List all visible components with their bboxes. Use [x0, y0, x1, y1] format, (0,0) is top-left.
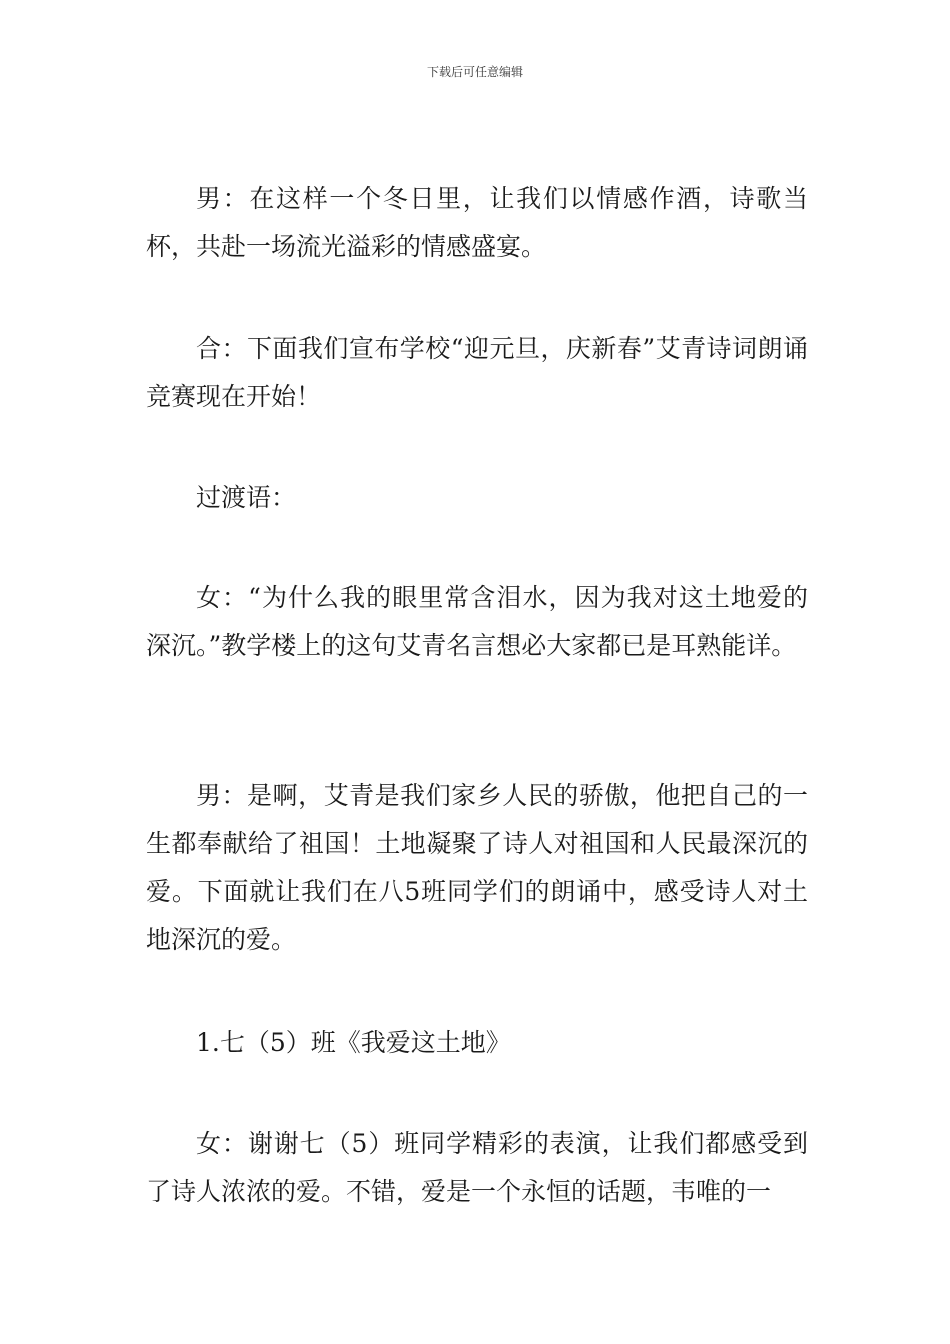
- page-header-note: 下载后可任意编辑: [426, 65, 523, 79]
- paragraph-3: 过渡语：: [196, 483, 297, 512]
- paragraph-7: 女：谢谢七（5）班同学精彩的表演，让我们都感受到了诗人浓浓的爱。不错，爱是一个永恒的话题，韦唯的一: [146, 1129, 808, 1206]
- paragraph-5: 男：是啊，艾青是我们家乡人民的骄傲，他把自己的一生都奉献给了祖国！土地凝聚了诗人对祖国和人民最深沉的爱。下面就让我们在八5班同学们的朗诵中，感受诗人对土地深沉的爱。: [146, 781, 808, 954]
- paragraph-4: 女：“为什么我的眼里常含泪水，因为我对这土地爱的深沉。”教学楼上的这句艾青名言想必大家都已是耳熟能详。: [146, 583, 808, 660]
- paragraph-1: 男：在这样一个冬日里，让我们以情感作酒，诗歌当杯，共赴一场流光溢彩的情感盛宴。: [146, 184, 808, 261]
- paragraph-6: 1.七（5）班《我爱这土地》: [196, 1028, 511, 1057]
- paragraph-2: 合：下面我们宣布学校“迎元旦，庆新春”艾青诗词朗诵竞赛现在开始！: [146, 334, 808, 411]
